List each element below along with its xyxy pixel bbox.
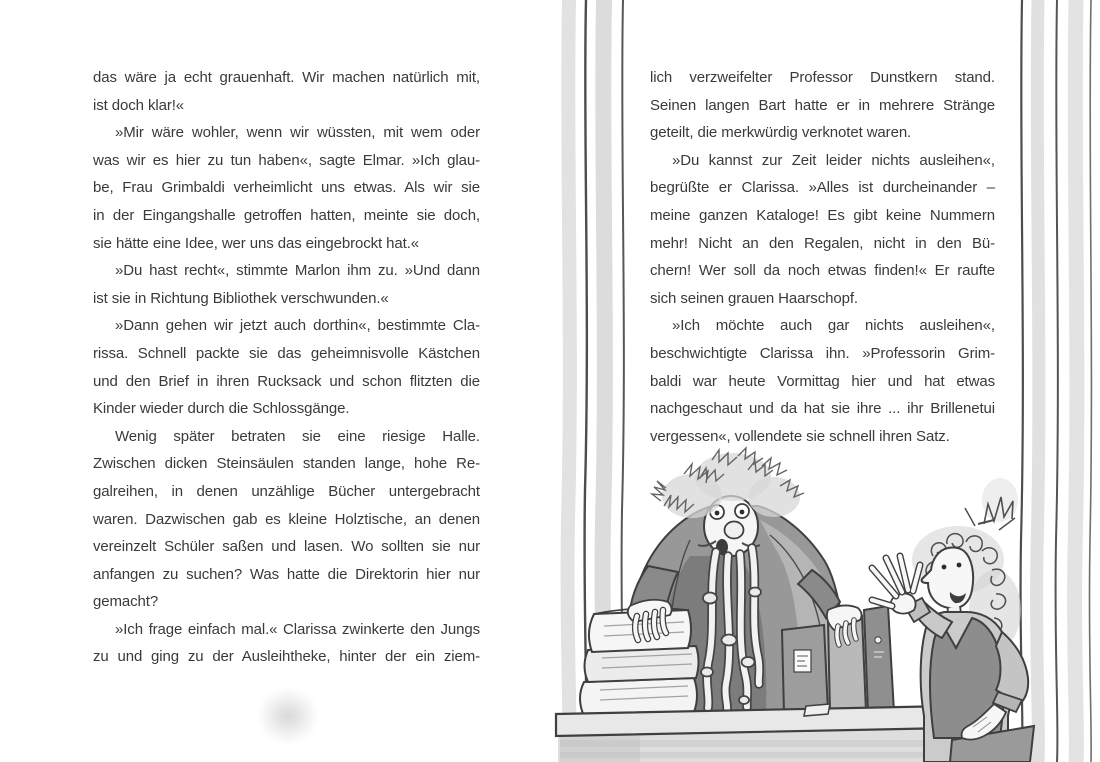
text-line: gemacht? bbox=[93, 593, 159, 611]
text-line: meine ganzen Kataloge! Es gibt keine Nummern bbox=[650, 206, 995, 224]
text-line: be, Frau Grimbaldi verheimlicht uns etwas. Als wir sie bbox=[93, 179, 480, 197]
counter bbox=[556, 704, 950, 762]
text-line: Seinen langen Bart hatte er in mehrere Stränge bbox=[650, 96, 995, 114]
text-line: sich seinen grauen Haarschopf. bbox=[650, 289, 858, 307]
text-line: das wäre ja echt grauenhaft. Wir machen natürlich mit, bbox=[93, 69, 480, 86]
text-line: »Du kannst zur Zeit leider nichts ausleihen«, bbox=[672, 151, 995, 169]
text-line: »Dann gehen wir jetzt auch dorthin«, bestimmte Cla- bbox=[115, 317, 480, 335]
text-line: Kinder wieder durch die Schlossgänge. bbox=[93, 400, 350, 418]
text-line: »Du hast recht«, stimmte Marlon ihm zu. »Und dann bbox=[115, 262, 480, 280]
text-line: galreihen, in denen unzählige Bücher untergebracht bbox=[93, 482, 480, 500]
text-line: zu und ging zu der Ausleihtheke, hinter der ein ziem- bbox=[93, 648, 480, 666]
book-stack bbox=[580, 608, 699, 716]
text-line: rissa. Schnell packte sie das geheimnisvolle Kästchen bbox=[93, 344, 480, 362]
text-line: »Ich möchte auch gar nichts ausleihen«, bbox=[672, 317, 995, 335]
text-line: anfangen zu suchen? Was hatte die Direktorin hier nur bbox=[93, 565, 480, 583]
text-line: mehr! Nicht an den Regalen, nicht in den Bü- bbox=[650, 234, 995, 252]
text-line: beschwichtigte Clarissa ihn. »Professorin Grim- bbox=[650, 344, 995, 362]
text-line: geteilt, die merkwürdig verknotet waren. bbox=[650, 124, 912, 142]
text-line: chern! Wer soll da noch etwas finden!« Er raufte bbox=[650, 262, 995, 280]
text-line: »Mir wäre wohler, wenn wir wüssten, mit wem oder bbox=[115, 124, 480, 142]
text-line: Zwischen dicken Steinsäulen standen lange, hohe Re- bbox=[93, 455, 480, 473]
pillar-right bbox=[1021, 0, 1092, 762]
text-line: ist doch klar!« bbox=[93, 96, 185, 114]
text-line: lich verzweifelter Professor Dunstkern stand. bbox=[650, 69, 995, 86]
text-line: vergessen«, vollendete sie schnell ihren Satz. bbox=[650, 427, 950, 445]
professor-nose bbox=[725, 522, 744, 539]
text-line: in der Eingangshalle getroffen hatten, meinte sie doch, bbox=[93, 206, 480, 224]
text-line: sie hätte eine Idee, wer uns das eingebrockt hat.« bbox=[93, 234, 420, 252]
text-line: waren. Dazwischen gab es kleine Holztische, an denen bbox=[93, 510, 480, 528]
text-line: baldi war heute Vormittag hier und hat etwas bbox=[650, 372, 995, 390]
text-line: vereinzelt Schüler saßen und lasen. Wo sollten sie nur bbox=[93, 538, 480, 556]
text-line: und den Brief in ihren Rucksack und schon flitzten die bbox=[93, 372, 480, 390]
text-line: begrüßte er Clarissa. »Alles ist durcheinander – bbox=[650, 179, 995, 197]
text-line: ist sie in Richtung Bibliothek verschwunden.« bbox=[93, 289, 389, 307]
text-line: »Ich frage einfach mal.« Clarissa zwinkerte den Jungs bbox=[115, 620, 480, 638]
text-line: Wenig später betraten sie eine riesige Halle. bbox=[115, 427, 480, 445]
text-line: was wir es hier zu tun haben«, sagte Elmar. »Ich glau- bbox=[93, 151, 480, 169]
text-line: nachgeschaut und da hat sie ihre ... ihr Brillenetui bbox=[650, 400, 995, 418]
